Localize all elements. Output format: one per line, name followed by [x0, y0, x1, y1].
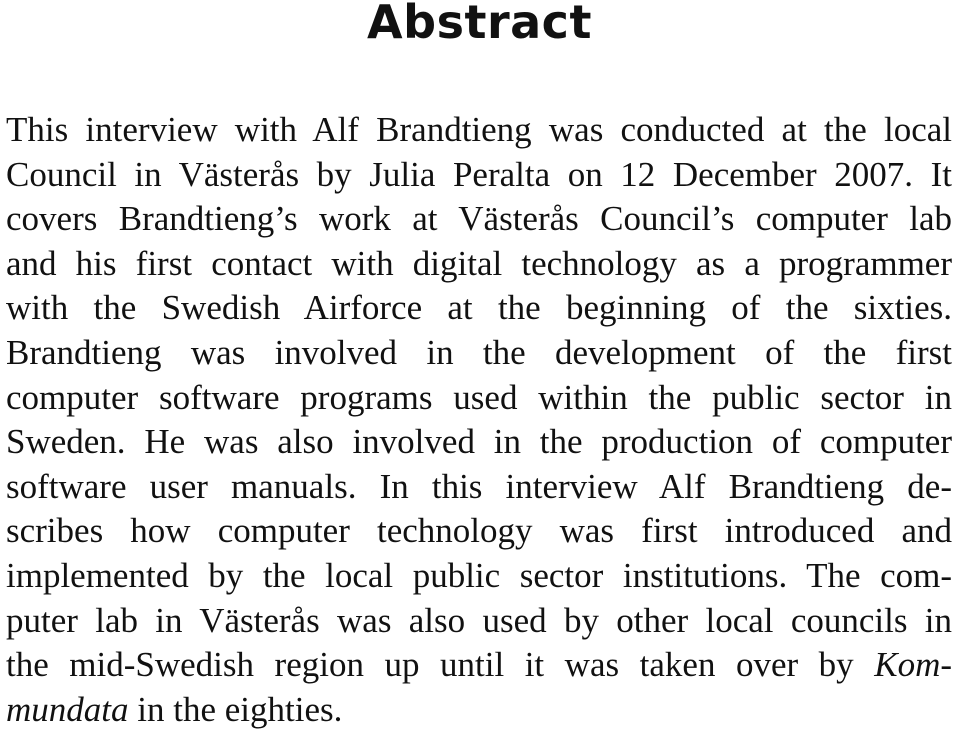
abstract-heading: Abstract	[367, 0, 592, 49]
abstract-line	[6, 153, 952, 198]
line-text: Sweden. He was also involved in the production of computer	[6, 422, 952, 462]
abstract-line	[6, 688, 952, 733]
abstract-line	[6, 331, 952, 376]
line-text: with the Swedish Airforce at the beginning of the sixties.	[6, 288, 952, 328]
abstract-line	[6, 197, 952, 242]
abstract-line	[6, 643, 952, 688]
line-text: puter lab in Västerås was also used by other local councils in	[6, 600, 952, 640]
line-text: software user manuals. In this interview Alf Brandtieng de-	[6, 466, 952, 506]
abstract-line	[6, 242, 952, 287]
line-text: computer software programs used within the public sector in	[6, 377, 952, 417]
line-text: Council in Västerås by Julia Peralta on 12 December 2007. It	[6, 154, 952, 194]
abstract-line	[6, 108, 952, 153]
line-text: implemented by the local public sector institutions. The com-	[6, 555, 952, 595]
line-text: scribes how computer technology was first introduced and	[6, 511, 952, 551]
abstract-paragraph	[6, 108, 952, 732]
abstract-line	[6, 599, 952, 644]
abstract-line	[6, 554, 952, 599]
line-text: Brandtieng was involved in the development of the first	[6, 332, 952, 372]
line-text: This interview with Alf Brandtieng was conducted at the local	[6, 110, 952, 149]
abstract-line	[6, 286, 952, 331]
abstract-line	[6, 509, 952, 554]
abstract-line	[6, 420, 952, 465]
italic-term: mundata	[6, 689, 129, 729]
line-text: in the eighties.	[128, 689, 343, 729]
abstract-line	[6, 465, 952, 510]
line-text: and his first contact with digital technology as a programmer	[6, 243, 952, 283]
italic-term: Kom-	[874, 645, 952, 685]
line-text: the mid-Swedish region up until it was taken over by	[6, 645, 875, 685]
line-text: covers Brandtieng’s work at Västerås Council’s computer lab	[6, 199, 952, 239]
abstract-line	[6, 376, 952, 421]
